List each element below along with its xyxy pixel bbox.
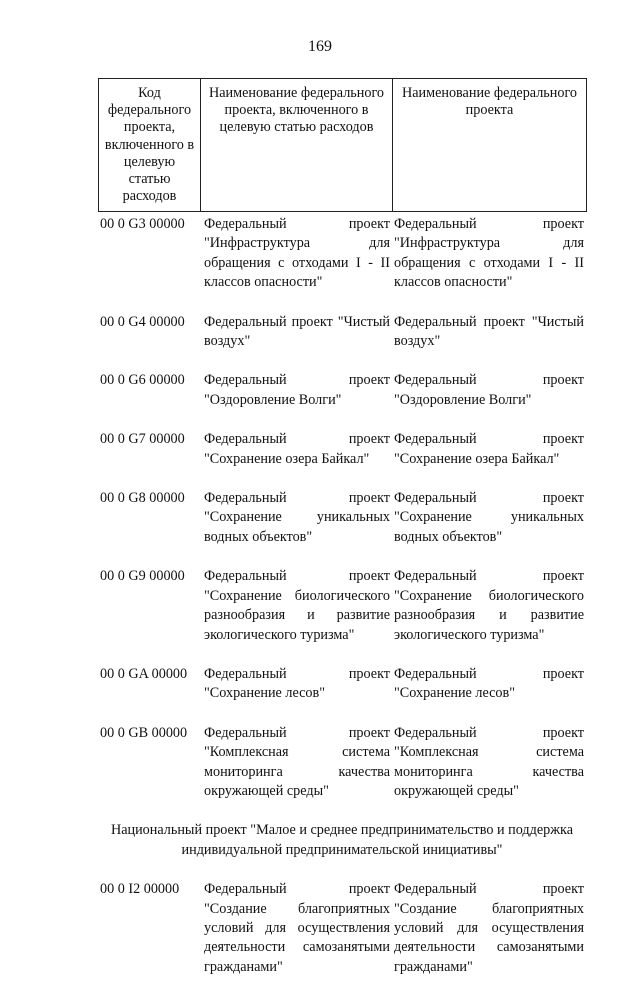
row-code: 00 0 G8 00000 (100, 490, 185, 507)
table-row (100, 489, 584, 547)
table-row (100, 567, 584, 645)
page-number: 169 (308, 38, 332, 55)
table-row (100, 371, 584, 410)
row-name: Федеральный проект "Сохранение биологического разнообразия и развитие экологического туризма" (394, 568, 584, 643)
row-code: 00 0 G7 00000 (100, 431, 185, 448)
row-code: 00 0 G4 00000 (100, 313, 185, 330)
table-row (100, 313, 584, 352)
header-name-included-column: Наименование федерального проекта, включенного в целевую статью расходов (201, 79, 393, 212)
header-name-column: Наименование федерального проекта (393, 79, 587, 212)
row-name-included: Федеральный проект "Сохранение озера Байкал" (204, 431, 390, 467)
row-name: Федеральный проект "Сохранение озера Байкал" (394, 431, 584, 467)
row-code: 00 0 I2 00000 (100, 881, 180, 898)
row-code: 00 0 G3 00000 (100, 216, 185, 232)
row-name-included: Федеральный проект "Оздоровление Волги" (204, 372, 390, 408)
table-row (100, 430, 584, 469)
row-name: Федеральный проект "Сохранение уникальных водных объектов" (394, 490, 584, 545)
row-name-included: Федеральный проект "Сохранение уникальных водных объектов" (204, 490, 390, 545)
table-row (100, 215, 584, 293)
table-row (100, 724, 584, 802)
row-name-included: Федеральный проект "Сохранение биологического разнообразия и развитие экологического туризма" (204, 568, 390, 643)
row-code: 00 0 G6 00000 (100, 372, 185, 389)
row-name: Федеральный проект "Оздоровление Волги" (394, 372, 584, 408)
row-code: 00 0 GB 00000 (100, 724, 188, 741)
section-title-national-project: Национальный проект "Малое и среднее предпринимательство и поддержка индивидуальной предпринимательской инициативы" (110, 822, 574, 858)
row-name: Федеральный проект "Создание благоприятных условий для осуществления деятельности самозанятыми гражданами" (394, 881, 584, 975)
header-code-column: Код федерального проекта, включенного в целевую статью расходов (99, 79, 201, 212)
table-row (100, 665, 584, 704)
row-name: Федеральный проект "Чистый воздух" (394, 313, 584, 350)
table-header (98, 78, 587, 212)
row-name-included: Федеральный проект "Сохранение лесов" (204, 665, 390, 702)
row-name-included: Федеральный проект "Чистый воздух" (204, 313, 390, 350)
row-code: 00 0 GA 00000 (100, 665, 188, 682)
row-name: Федеральный проект "Сохранение лесов" (394, 665, 584, 702)
row-name-included: Федеральный проект "Инфраструктура для обращения с отходами I - II классов опасности" (204, 216, 390, 291)
table-body (100, 215, 584, 997)
row-name-included: Федеральный проект "Комплексная система мониторинга качества окружающей среды" (204, 724, 390, 799)
row-name: Федеральный проект "Комплексная система мониторинга качества окружающей среды" (394, 724, 584, 799)
row-name-included: Федеральный проект "Создание благоприятных условий для осуществления деятельности самозанятыми гражданами" (204, 881, 390, 975)
row-code: 00 0 G9 00000 (100, 568, 185, 585)
row-name: Федеральный проект "Инфраструктура для обращения с отходами I - II классов опасности" (394, 216, 584, 291)
table-row (100, 880, 584, 977)
